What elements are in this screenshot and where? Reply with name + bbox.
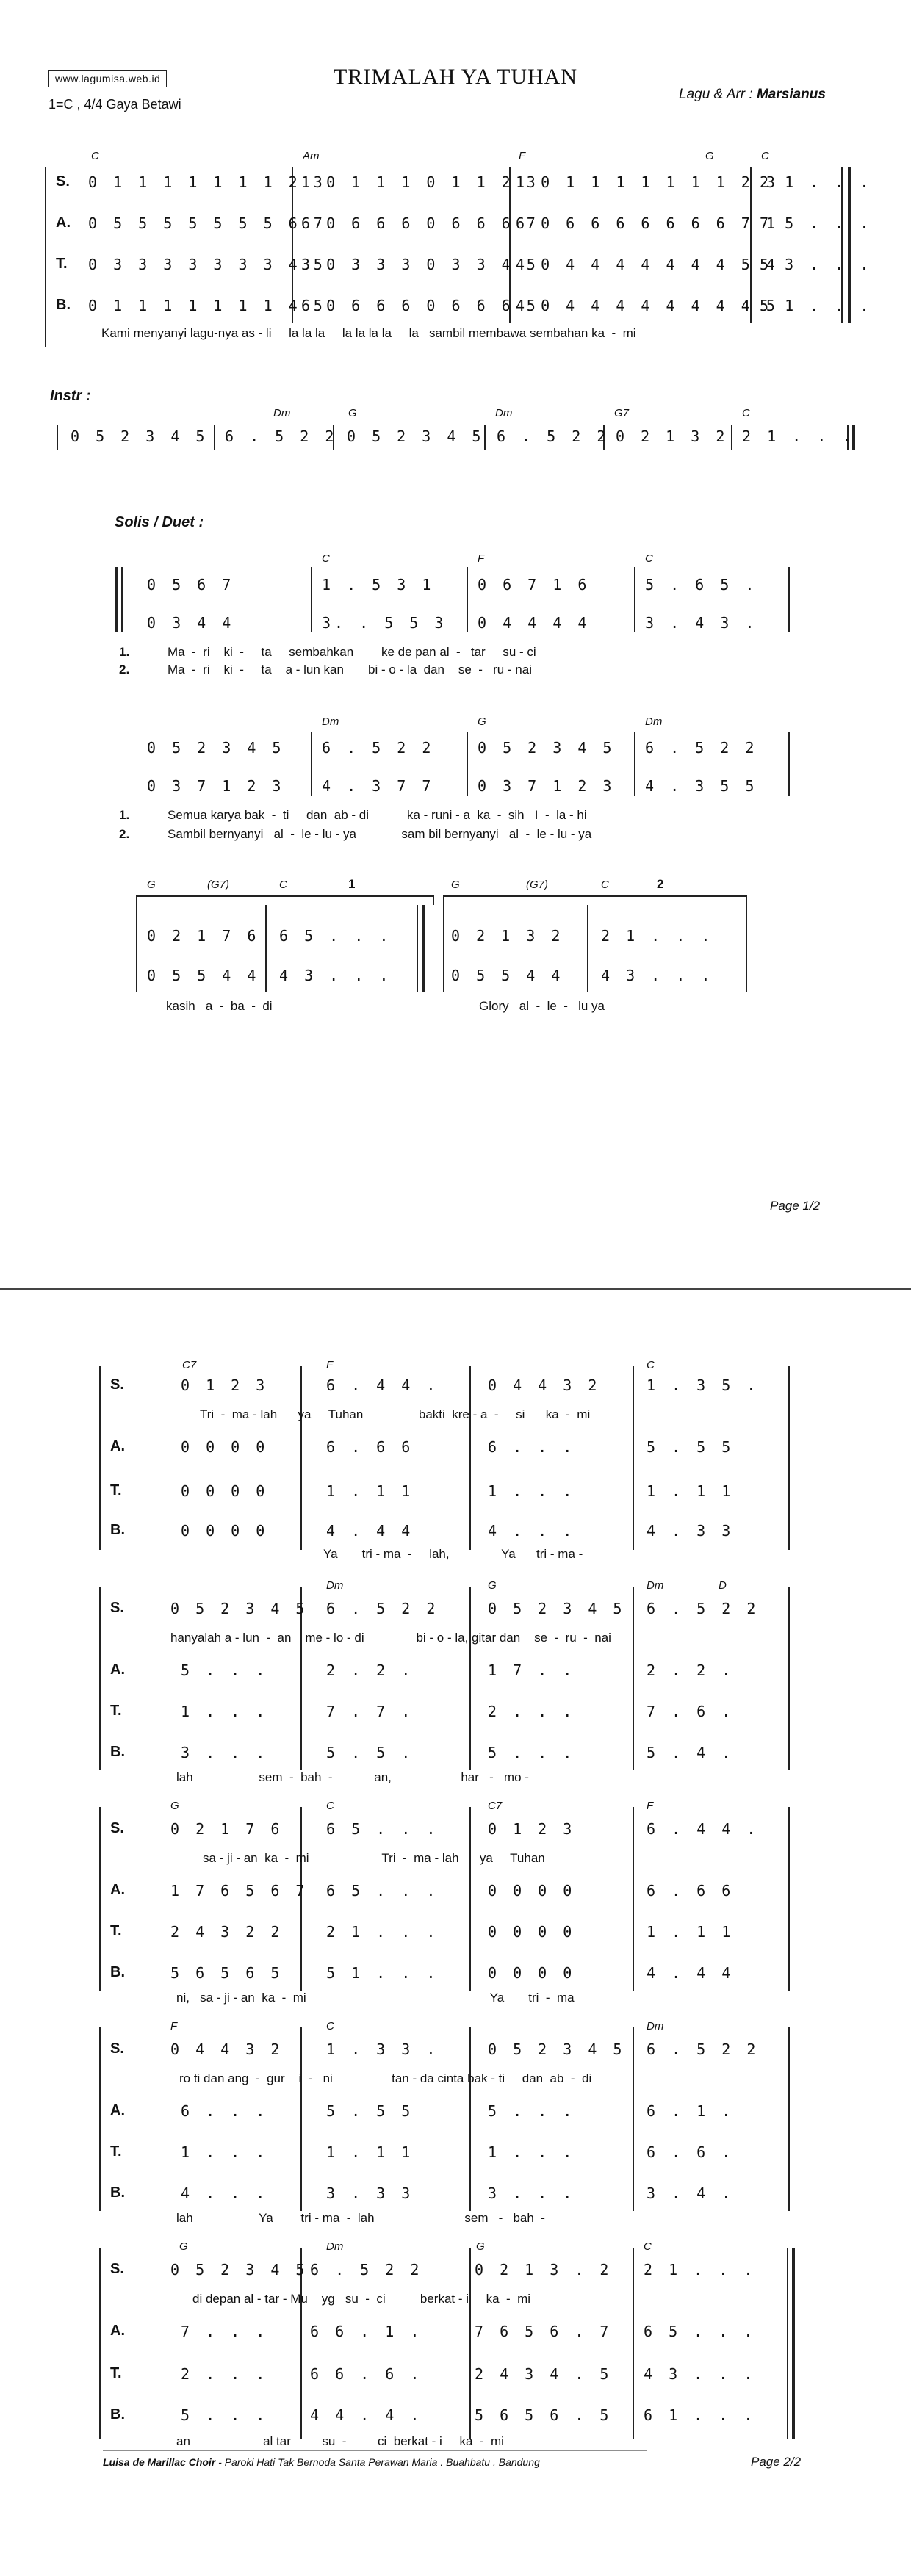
chord: G	[147, 878, 156, 891]
chord: Dm	[647, 1579, 664, 1592]
note-group: 4 . 4 4	[326, 1522, 414, 1540]
note-group: 1 . . .	[488, 2143, 576, 2161]
note-group: 6 5 . . .	[279, 927, 392, 945]
note-group: 4 0 4 4 4 4 4 4 4 5 4	[516, 256, 779, 273]
chord: C	[647, 1359, 655, 1371]
note-group: 2 1 . . .	[326, 1923, 439, 1941]
note-group: 6 1 . . .	[644, 2406, 757, 2424]
voice-label-a: A.	[110, 1882, 125, 1898]
website-url: www.lagumisa.web.id	[48, 70, 167, 87]
note-group: 5 . . .	[488, 2102, 576, 2120]
note-group: 0 5 5 5 5 5 5 5 6 7	[88, 214, 326, 232]
chord: Am	[303, 150, 320, 162]
voice-label-s: S.	[110, 1820, 124, 1836]
note-group: 3 0 3 3 3 0 3 3 4 5	[301, 256, 539, 273]
voice-label-a: A.	[110, 1438, 125, 1454]
note-group: 2 4 3 2 2	[170, 1923, 284, 1941]
note-group: 0 2 1 3 2	[616, 427, 729, 445]
note-group: 0 0 0 0	[181, 1522, 269, 1540]
note-group: 1 0 1 1 1 0 1 1 2 3	[301, 173, 539, 191]
page-number: Page 1/2	[770, 1199, 821, 1213]
note-group: 0 5 2 3 4 5	[170, 2261, 309, 2279]
note-group: 5 . 5 .	[326, 1744, 414, 1761]
verse-number: 2.	[119, 827, 130, 841]
note-group: 6 6 . 1 .	[310, 2323, 423, 2340]
note-group: 4 . 3 3	[647, 1522, 735, 1540]
section-solis: Solis / Duet :	[115, 514, 204, 530]
note-group: 6 5 . . .	[644, 2323, 757, 2340]
note-group: 1 0 1 1 1 1 1 1 1 2 3	[516, 173, 779, 191]
note-group: 4 3 . . .	[644, 2365, 757, 2383]
voice-label-s: S.	[110, 2261, 124, 2277]
page-divider	[0, 1288, 911, 1290]
chord: (G7)	[207, 878, 229, 891]
chord: Dm	[273, 407, 291, 419]
voice-label-s: S.	[56, 173, 70, 190]
lyric-line: di depan al - tar - Mu yg su - ci berkat - i ka - mi	[192, 2292, 531, 2306]
voice-label-a: A.	[110, 2102, 125, 2118]
lyric-line: Sambil bernyanyi al - le - lu - ya sam bil bernyanyi al - le - lu - ya	[168, 827, 592, 841]
note-group: 4 . 3 7 7	[322, 777, 435, 795]
note-group: 6 . 5 2 2	[322, 739, 435, 757]
voice-label-s: S.	[110, 1600, 124, 1616]
voice-label-t: T.	[110, 2365, 122, 2381]
chord: Dm	[495, 407, 513, 419]
lyric-line: Ya tri - ma - lah, Ya tri - ma -	[323, 1547, 583, 1561]
note-group: 0 6 7 1 6	[478, 576, 591, 594]
note-group: 2 1 . . .	[742, 427, 855, 445]
note-group: 3 . 4 3 .	[645, 614, 758, 632]
note-group: 6 . 5 2 2	[645, 739, 758, 757]
note-group: 4 4 . 4 .	[310, 2406, 423, 2424]
note-group: 2 . . .	[488, 1703, 576, 1720]
chord: G	[488, 1579, 497, 1592]
note-group: 1 . 1 1	[326, 2143, 414, 2161]
note-group: 7 5 . . .	[760, 214, 873, 232]
note-group: 2 . 2 .	[647, 1662, 735, 1679]
note-group: 7 . 7 .	[326, 1703, 414, 1720]
note-group: 6 . 5 2 2	[647, 1600, 760, 1617]
note-group: 0 1 1 1 1 1 1 1 2 3	[88, 173, 326, 191]
verse-number: 2.	[119, 663, 130, 677]
voice-label-s: S.	[110, 2041, 124, 2057]
footer-credit	[103, 2456, 540, 2468]
note-group: 1 . . .	[488, 1482, 576, 1500]
note-group: 0 0 0 0	[181, 1482, 269, 1500]
note-group: 0 5 2 3 4 5	[478, 739, 616, 757]
note-group: 5 . . .	[181, 1662, 269, 1679]
note-group: 6 . 5 2 2	[310, 2261, 423, 2279]
lyric-line: Ma - ri ki - ta a - lun kan bi - o - la dan se - ru - nai	[168, 663, 532, 677]
voice-label-t: T.	[56, 256, 68, 272]
lyric-line: ni, sa - ji - an ka - mi Ya tri - ma	[176, 1991, 575, 2005]
chord: D	[719, 1579, 727, 1592]
note-group: 0 5 2 3 4 5	[347, 427, 485, 445]
chord: F	[478, 552, 485, 565]
note-group: 1 . 1 1	[647, 1923, 735, 1941]
note-group: 5 . . .	[488, 1744, 576, 1761]
note-group: 0 5 5 4 4	[147, 967, 260, 984]
note-group: 2 . 2 .	[326, 1662, 414, 1679]
lyric-line: Ma - ri ki - ta sembahkan ke de pan al - tar su - ci	[168, 645, 536, 659]
voice-label-b: B.	[110, 1964, 125, 1980]
note-group: 0 0 0 0	[488, 1923, 576, 1941]
note-group: 0 5 2 3 4 5	[170, 1600, 309, 1617]
voice-label-a: A.	[110, 1662, 125, 1678]
note-group: 0 4 4 4 4	[478, 614, 591, 632]
note-group: 6 . 4 4 .	[647, 1820, 760, 1838]
note-group: 0 5 2 3 4 5	[488, 2041, 626, 2058]
note-group: 5 3 . . .	[760, 256, 873, 273]
section-instr: Instr :	[50, 388, 91, 404]
note-group: 1 . 5 3 1	[322, 576, 435, 594]
note-group: 0 5 2 3 4 5	[147, 739, 285, 757]
lyric-line: Semua karya bak - ti dan ab - di ka - runi - a ka - sih I - la - hi	[168, 808, 587, 822]
volta-2: 2	[657, 877, 664, 891]
lyric-line: lah sem - bah - an, har - mo -	[176, 1770, 529, 1784]
chord: C	[279, 878, 287, 891]
chord: C	[742, 407, 750, 419]
song-title: TRIMALAH YA TUHAN	[334, 65, 577, 89]
note-group: 0 5 5 4 4	[451, 967, 564, 984]
chord: (G7)	[526, 878, 548, 891]
note-group: 3. . 5 5 3	[322, 614, 447, 632]
voice-label-b: B.	[56, 297, 71, 313]
chord: F	[326, 1359, 334, 1371]
voice-label-t: T.	[110, 1482, 122, 1498]
lyric-line: an al tar su - ci berkat - i ka - mi	[176, 2434, 504, 2448]
note-group: 0 2 1 3 2	[451, 927, 564, 945]
lyric-line: Tri - ma - lah ya Tuhan bakti kre - a - si ka - mi	[200, 1407, 591, 1421]
chord: C	[326, 2020, 334, 2032]
note-group: 0 2 1 7 6	[147, 927, 260, 945]
note-group: 6 . . .	[488, 1438, 576, 1456]
lyric-line: lah Ya tri - ma - lah sem - bah -	[176, 2211, 545, 2225]
chord: F	[170, 2020, 178, 2032]
note-group: 5 . 5 5	[326, 2102, 414, 2120]
note-group: 0 0 0 0	[488, 1882, 576, 1899]
lyric-line: kasih a - ba - di	[166, 999, 273, 1013]
note-group: 2 1 . . .	[601, 927, 714, 945]
note-group: 5 1 . . .	[760, 297, 873, 314]
note-group: 7 . 6 .	[647, 1703, 735, 1720]
note-group: 4 . 4 4	[647, 1964, 735, 1982]
note-group: 6 0 6 6 6 6 6 6 6 7 1	[516, 214, 779, 232]
chord: C	[645, 552, 653, 565]
chord: Dm	[322, 715, 339, 728]
chord: Dm	[326, 1579, 344, 1592]
voice-label-t: T.	[110, 1923, 122, 1939]
key-signature: 1=C , 4/4 Gaya Betawi	[48, 97, 181, 112]
note-group: 0 2 1 3 . 2	[475, 2261, 613, 2279]
note-group: 0 3 7 1 2 3	[478, 777, 616, 795]
note-group: 5 1 . . .	[326, 1964, 439, 1982]
note-group: 0 5 2 3 4 5	[488, 1600, 626, 1617]
voice-label-a: A.	[110, 2323, 125, 2339]
note-group: 0 3 3 3 3 3 3 3 4 5	[88, 256, 326, 273]
chord: G	[705, 150, 714, 162]
note-group: 2 1 . . .	[760, 173, 873, 191]
note-group: 2 . . .	[181, 2365, 269, 2383]
note-group: 5 6 5 6 . 5	[475, 2406, 613, 2424]
note-group: 0 0 0 0	[181, 1438, 269, 1456]
footer-choir: Luisa de Marillac Choir	[103, 2456, 216, 2468]
note-group: 6 . 6 6	[647, 1882, 735, 1899]
lyric-line: hanyalah a - lun - an me - lo - di bi - o - la, gitar dan se - ru - nai	[170, 1631, 611, 1645]
note-group: 4 . . .	[488, 1522, 576, 1540]
note-group: 5 . 6 5 .	[645, 576, 758, 594]
note-group: 5 . 5 5	[647, 1438, 735, 1456]
footer-parish: - Paroki Hati Tak Bernoda Santa Perawan Maria . Buahbatu . Bandung	[215, 2456, 540, 2468]
note-group: 5 6 5 6 5	[170, 1964, 284, 1982]
verse-number: 1.	[119, 808, 130, 822]
voice-label-b: B.	[110, 2184, 125, 2201]
note-group: 5 . . .	[181, 2406, 269, 2424]
chord: C	[644, 2240, 652, 2253]
note-group: 7 6 5 6 . 7	[475, 2323, 613, 2340]
note-group: 4 . 3 5 5	[645, 777, 758, 795]
chord: C	[322, 552, 330, 565]
note-group: 1 . . .	[181, 1703, 269, 1720]
note-group: 4 3 . . .	[279, 967, 392, 984]
note-group: 6 . 4 4 .	[326, 1377, 439, 1394]
chord: C7	[488, 1800, 503, 1812]
note-group: 0 5 6 7	[147, 576, 235, 594]
volta-1: 1	[348, 877, 356, 891]
note-group: 0 5 2 3 4 5	[71, 427, 209, 445]
lyric-line: sa - ji - an ka - mi Tri - ma - lah ya Tuhan	[203, 1851, 545, 1865]
note-group: 0 2 1 7 6	[170, 1820, 284, 1838]
note-group: 3 . 3 3	[326, 2184, 414, 2202]
chord: G	[476, 2240, 485, 2253]
voice-label-a: A.	[56, 214, 71, 231]
note-group: 0 0 0 0	[488, 1964, 576, 1982]
note-group: 1 7 6 5 6 7	[170, 1882, 309, 1899]
voice-label-b: B.	[110, 1522, 125, 1538]
chord: C	[91, 150, 99, 162]
lyric-line: ro ti dan ang - gur i - ni tan - da cinta bak - ti dan ab - di	[179, 2071, 592, 2085]
note-group: 0 3 4 4	[147, 614, 235, 632]
note-group: 3 . 4 .	[647, 2184, 735, 2202]
voice-label-s: S.	[110, 1377, 124, 1393]
note-group: 2 1 . . .	[644, 2261, 757, 2279]
note-group: 0 3 7 1 2 3	[147, 777, 285, 795]
note-group: 4 0 4 4 4 4 4 4 4 4 5	[516, 297, 779, 314]
chord: C	[326, 1800, 334, 1812]
chord: G	[478, 715, 486, 728]
chord: Dm	[645, 715, 663, 728]
composer-label: Lagu & Arr :	[679, 87, 757, 102]
note-group: 6 6 . 6 .	[310, 2365, 423, 2383]
lyric-line: Glory al - le - lu ya	[479, 999, 605, 1013]
chord: F	[519, 150, 526, 162]
note-group: 2 4 3 4 . 5	[475, 2365, 613, 2383]
note-group: 0 1 2 3	[181, 1377, 269, 1394]
note-group: 6 0 6 6 6 0 6 6 6 7	[301, 214, 539, 232]
note-group: 3 . . .	[181, 1744, 269, 1761]
note-group: 6 . 6 .	[647, 2143, 735, 2161]
note-group: 1 7 . .	[488, 1662, 576, 1679]
note-group: 6 . 5 2 2	[497, 427, 610, 445]
note-group: 7 . . .	[181, 2323, 269, 2340]
chord: C	[761, 150, 769, 162]
chord: G	[348, 407, 357, 419]
chord: Dm	[326, 2240, 344, 2253]
chord: G7	[614, 407, 630, 419]
note-group: 6 . 5 2 2	[326, 1600, 439, 1617]
composer-name: Marsianus	[756, 87, 826, 102]
voice-label-b: B.	[110, 2406, 125, 2422]
note-group: 1 . 3 5 .	[647, 1377, 760, 1394]
voice-label-b: B.	[110, 1744, 125, 1760]
note-group: 1 . 1 1	[647, 1482, 735, 1500]
composer-credit	[679, 87, 826, 103]
note-group: 4 3 . . .	[601, 967, 714, 984]
note-group: 6 5 . . .	[326, 1820, 439, 1838]
chord: C	[601, 878, 609, 891]
note-group: 1 . . .	[181, 2143, 269, 2161]
chord: G	[179, 2240, 188, 2253]
chord: G	[170, 1800, 179, 1812]
note-group: 6 . 1 .	[647, 2102, 735, 2120]
verse-number: 1.	[119, 645, 130, 659]
chord: Dm	[647, 2020, 664, 2032]
note-group: 0 4 4 3 2	[488, 1377, 601, 1394]
note-group: 6 5 . . .	[326, 1882, 439, 1899]
chord: G	[451, 878, 460, 891]
note-group: 6 . . .	[181, 2102, 269, 2120]
note-group: 6 . 5 2 2	[647, 2041, 760, 2058]
voice-label-t: T.	[110, 1703, 122, 1719]
note-group: 6 . 6 6	[326, 1438, 414, 1456]
note-group: 1 . 1 1	[326, 1482, 414, 1500]
note-group: 4 . . .	[181, 2184, 269, 2202]
note-group: 3 . . .	[488, 2184, 576, 2202]
note-group: 1 . 3 3 .	[326, 2041, 439, 2058]
note-group: 0 1 1 1 1 1 1 1 4 5	[88, 297, 326, 314]
note-group: 0 1 2 3	[488, 1820, 576, 1838]
lyric-line: Kami menyanyi lagu-nya as - li la la la la la la la la sambil membawa sembahan ka - mi	[101, 326, 636, 340]
chord: C7	[182, 1359, 197, 1371]
note-group: 6 0 6 6 6 0 6 6 6 5	[301, 297, 539, 314]
note-group: 0 4 4 3 2	[170, 2041, 284, 2058]
page-number: Page 2/2	[751, 2455, 802, 2469]
voice-label-t: T.	[110, 2143, 122, 2160]
note-group: 6 . 5 2 2	[225, 427, 338, 445]
note-group: 5 . 4 .	[647, 1744, 735, 1761]
chord: F	[647, 1800, 654, 1812]
